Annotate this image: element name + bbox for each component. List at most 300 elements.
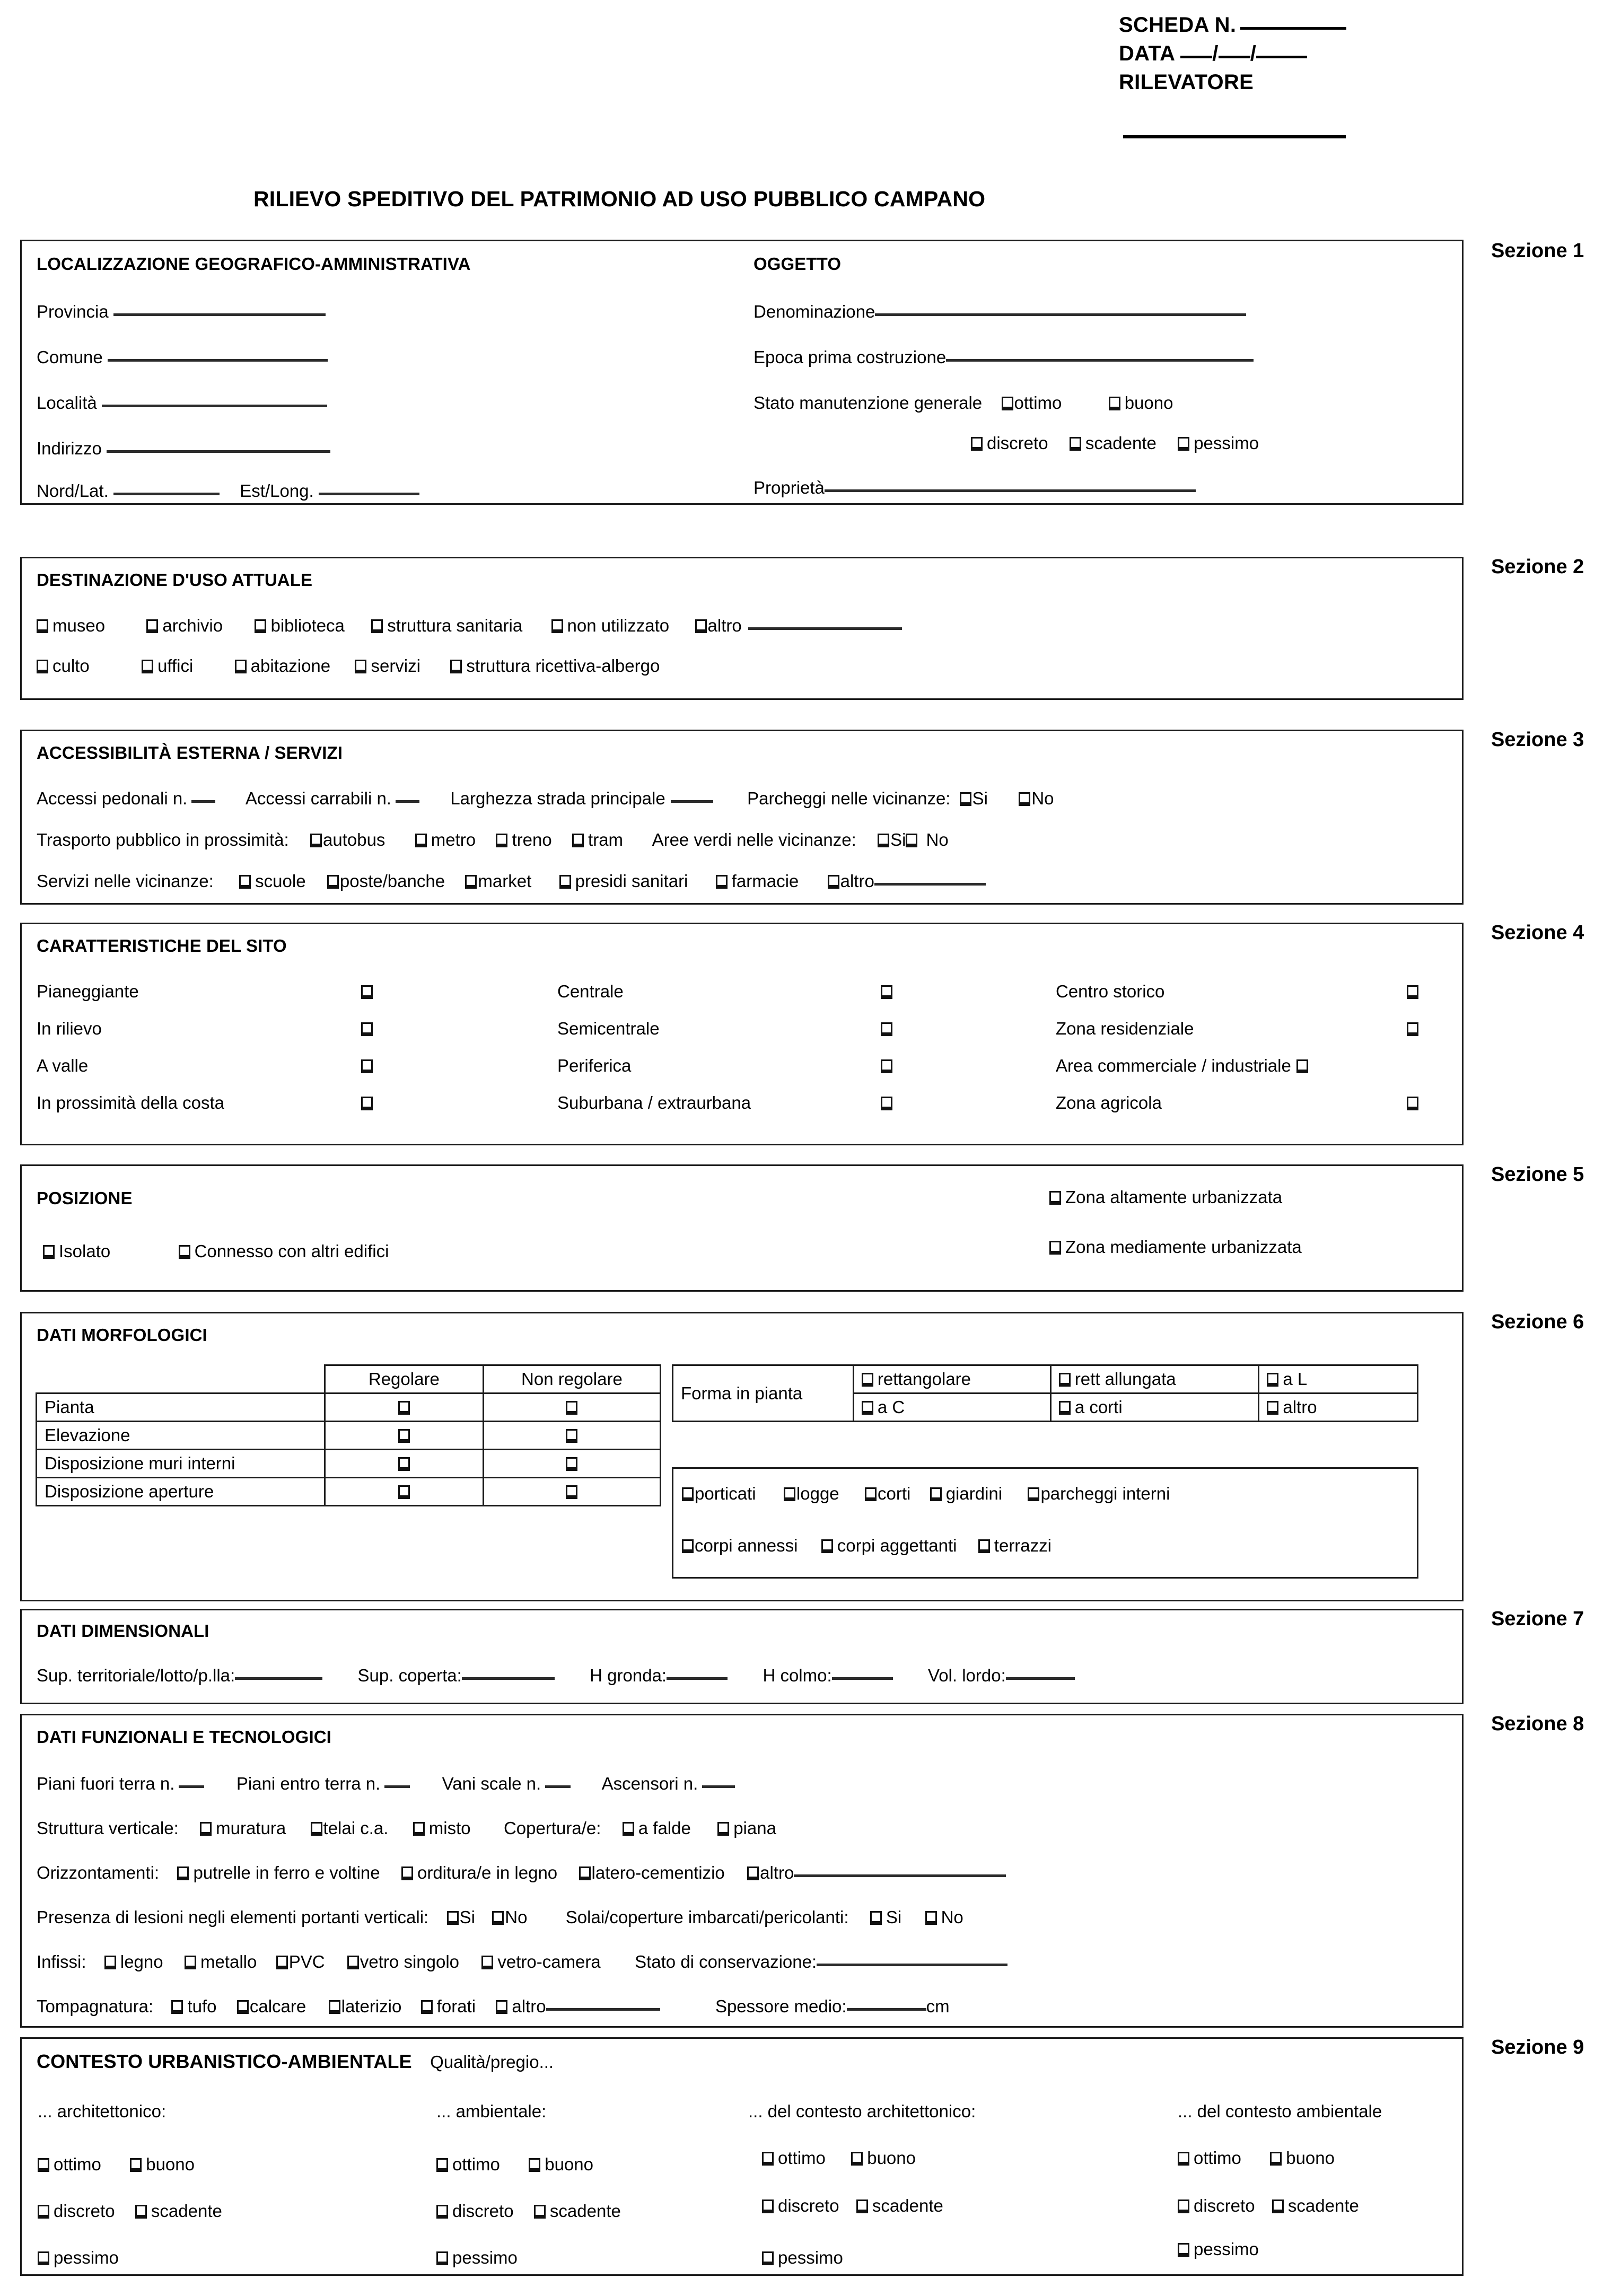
section-2-marker: Sezione 2 <box>1491 556 1584 578</box>
checkbox-pianeggiante[interactable] <box>361 985 373 999</box>
checkbox-tram[interactable] <box>572 834 584 847</box>
checkbox-abitazione[interactable] <box>235 660 247 673</box>
checkbox-suburbana[interactable] <box>881 1097 892 1110</box>
field-epoca-label: Epoca prima costruzione <box>753 347 947 367</box>
cb-col1-2 <box>361 1019 377 1039</box>
cell-pianta-regolare[interactable] <box>325 1394 483 1422</box>
input-larghezza-strada[interactable] <box>671 800 713 803</box>
checkbox-vetro-singolo[interactable] <box>347 1956 359 1969</box>
checkbox-porticati[interactable] <box>682 1487 694 1501</box>
field-comune-input[interactable] <box>108 359 328 362</box>
checkbox-a-falde[interactable] <box>623 1822 634 1836</box>
checkbox-a-corti[interactable] <box>1059 1401 1071 1415</box>
ratings-col4-row1 <box>1178 2148 1335 2168</box>
checkbox-struttura-sanitaria[interactable] <box>371 619 383 633</box>
col-header-architettonico <box>38 2101 166 2122</box>
row-label-pianta: Pianta <box>37 1394 325 1422</box>
checkbox-aperture-regolare[interactable] <box>398 1485 410 1499</box>
checkbox-lesioni-no[interactable] <box>492 1911 504 1925</box>
checkbox-altro-servizi[interactable] <box>828 875 839 889</box>
checkbox-biblioteca[interactable] <box>255 619 266 633</box>
label-semicentrale: Semicentrale <box>557 1019 660 1038</box>
checkbox-elevazione-regolare[interactable] <box>398 1429 410 1443</box>
checkbox-zona-altamente-urbanizzata[interactable] <box>1049 1191 1061 1205</box>
checkbox-infissi-legno[interactable] <box>104 1956 116 1969</box>
checkbox-parcheggi-no[interactable] <box>1019 792 1030 806</box>
checkbox-vetro-camera[interactable] <box>481 1956 493 1969</box>
row-zona-mediamente <box>1049 1237 1302 1257</box>
field-nord-lat-input[interactable] <box>113 493 220 495</box>
label-ctxamb-buono: buono <box>1286 2148 1335 2168</box>
cb-col1-4 <box>361 1093 377 1113</box>
field-proprieta-label: Proprietà <box>753 478 825 497</box>
checkbox-centrale[interactable] <box>881 985 892 999</box>
checkbox-elevazione-non-regolare[interactable] <box>566 1429 577 1443</box>
section-2-title: DESTINAZIONE D'USO ATTUALE <box>37 570 313 590</box>
checkbox-muri-regolare[interactable] <box>398 1457 410 1471</box>
cb-col1-3 <box>361 1056 377 1076</box>
checkbox-misto[interactable] <box>413 1822 425 1836</box>
label-a-l: a L <box>1283 1369 1308 1389</box>
row-prossimita-costa <box>37 1093 224 1113</box>
checkbox-laterizio[interactable] <box>329 2000 340 2014</box>
table-row <box>37 1394 661 1422</box>
section-8-counts <box>37 1774 735 1794</box>
cb-col3-1 <box>1407 982 1423 1002</box>
checkbox-latero-cementizio[interactable] <box>579 1866 591 1880</box>
header-non-regolare: Non regolare <box>483 1365 660 1394</box>
checkbox-telai-ca[interactable] <box>311 1822 322 1836</box>
checkbox-ctxarch-buono[interactable] <box>851 2152 863 2166</box>
ratings-col2-row3 <box>436 2248 518 2268</box>
checkbox-piana[interactable] <box>717 1822 729 1836</box>
checkbox-a-l[interactable] <box>1267 1373 1278 1387</box>
section-1-left-title: LOCALIZZAZIONE GEOGRAFICO-AMMINISTRATIVA <box>37 254 471 274</box>
label-infissi-metallo: metallo <box>200 1952 257 1971</box>
checkbox-stato-pessimo[interactable] <box>1178 437 1189 451</box>
field-provincia-input[interactable] <box>113 313 326 316</box>
row-zona-agricola <box>1056 1093 1162 1113</box>
checkbox-rettangolare[interactable] <box>862 1373 873 1387</box>
row-zona-residenziale <box>1056 1019 1194 1039</box>
ratings-col3-row3 <box>762 2248 843 2268</box>
label-col-architettonico: ... architettonico: <box>38 2101 167 2121</box>
checkbox-solai-si[interactable] <box>870 1911 882 1925</box>
row-isolato <box>43 1241 389 1261</box>
checkbox-poste-banche[interactable] <box>327 875 339 889</box>
section-5-title: POSIZIONE <box>37 1188 133 1208</box>
scheda-label: SCHEDA N. <box>1119 13 1237 37</box>
label-laterizio: laterizio <box>341 1996 402 2016</box>
checkbox-arch-ottimo[interactable] <box>38 2158 49 2172</box>
label-porticati: porticati <box>695 1484 756 1503</box>
section-3-row-1 <box>37 788 1054 809</box>
label-scuole: scuole <box>255 871 306 891</box>
label-piani-fuori-terra: Piani fuori terra n. <box>37 1774 175 1793</box>
section-5-marker: Sezione 5 <box>1491 1163 1584 1186</box>
label-stato-conservazione: Stato di conservazione: <box>635 1952 817 1971</box>
checkbox-zona-mediamente-urbanizzata[interactable] <box>1049 1241 1061 1255</box>
rilevatore-row <box>1119 68 1416 97</box>
checkbox-aree-verdi-si[interactable] <box>878 834 889 847</box>
input-h-colmo[interactable] <box>832 1677 893 1680</box>
label-zona-mediamente-urbanizzata: Zona mediamente urbanizzata <box>1065 1237 1302 1257</box>
label-arch-buono: buono <box>146 2154 195 2174</box>
label-ascensori: Ascensori n. <box>601 1774 698 1793</box>
cell-muri-regolare[interactable] <box>325 1450 483 1478</box>
col-header-contesto-ambientale <box>1178 2101 1382 2122</box>
cell-a-corti[interactable] <box>1050 1394 1259 1422</box>
checkbox-muri-non-regolare[interactable] <box>566 1457 577 1471</box>
checkbox-terrazzi[interactable] <box>978 1539 990 1553</box>
label-forma-in-pianta: Forma in pianta <box>673 1365 854 1422</box>
checkbox-arch-scadente[interactable] <box>135 2205 147 2219</box>
label-a-valle: A valle <box>37 1056 89 1075</box>
data-year-blank[interactable] <box>1256 56 1307 58</box>
checkbox-amb-scadente[interactable] <box>534 2205 546 2219</box>
cell-a-c[interactable] <box>853 1394 1050 1422</box>
checkbox-parcheggi-si[interactable] <box>960 792 971 806</box>
checkbox-logge[interactable] <box>784 1487 795 1501</box>
section-9-marker: Sezione 9 <box>1491 2036 1584 2058</box>
label-sup-territoriale: Sup. territoriale/lotto/p.lla: <box>37 1666 235 1685</box>
checkbox-uffici[interactable] <box>142 660 153 673</box>
label-orizzontamenti: Orizzontamenti: <box>37 1863 160 1882</box>
checkbox-archivio[interactable] <box>146 619 158 633</box>
label-vetro-camera: vetro-camera <box>497 1952 601 1971</box>
label-area-commerciale: Area commerciale / industriale <box>1056 1056 1291 1075</box>
label-autobus: autobus <box>323 830 385 849</box>
label-lesioni: Presenza di lesioni negli elementi portanti verticali: <box>37 1907 429 1927</box>
checkbox-corpi-annessi[interactable] <box>682 1539 694 1553</box>
label-struttura-sanitaria: struttura sanitaria <box>387 616 523 635</box>
checkbox-amb-ottimo[interactable] <box>436 2158 448 2172</box>
section-4 <box>20 923 1464 1145</box>
checkbox-museo[interactable] <box>37 619 48 633</box>
row-area-commerciale <box>1056 1056 1312 1076</box>
label-parcheggi-si: Si <box>972 788 988 808</box>
checkbox-solai-no[interactable] <box>925 1911 937 1925</box>
label-periferica: Periferica <box>557 1056 632 1075</box>
cell-rett-allungata[interactable] <box>1050 1365 1259 1394</box>
label-terrazzi: terrazzi <box>994 1536 1052 1555</box>
checkbox-pianta-regolare[interactable] <box>398 1401 410 1415</box>
input-accessi-carrabili[interactable] <box>396 800 419 803</box>
checkbox-infissi-pvc[interactable] <box>276 1956 288 1969</box>
section-3-row-2 <box>37 830 949 850</box>
section-8-marker: Sezione 8 <box>1491 1713 1584 1735</box>
table-row <box>37 1478 661 1506</box>
checkbox-culto[interactable] <box>37 660 48 673</box>
checkbox-calcare[interactable] <box>237 2000 249 2014</box>
field-epoca-input[interactable] <box>946 359 1254 362</box>
checkbox-centro-storico[interactable] <box>1407 985 1418 999</box>
label-logge: logge <box>796 1484 839 1503</box>
section-2 <box>20 557 1464 700</box>
input-ascensori[interactable] <box>702 1785 735 1788</box>
checkbox-periferica[interactable] <box>881 1059 892 1073</box>
checkbox-altro-uso[interactable] <box>695 619 707 633</box>
input-h-gronda[interactable] <box>667 1677 728 1680</box>
checkbox-market[interactable] <box>465 875 477 889</box>
checkbox-a-valle[interactable] <box>361 1059 373 1073</box>
input-vani-scale[interactable] <box>545 1785 571 1788</box>
cell-forma-altro[interactable] <box>1259 1394 1418 1422</box>
checkbox-tompagnatura-altro[interactable] <box>496 2000 507 2014</box>
checkbox-amb-buono[interactable] <box>529 2158 540 2172</box>
cell-aperture-regolare[interactable] <box>325 1478 483 1506</box>
cb-col1-1 <box>361 982 377 1002</box>
label-corti: corti <box>878 1484 911 1503</box>
checkbox-corti[interactable] <box>865 1487 877 1501</box>
label-ctxarch-discreto: discreto <box>778 2196 839 2215</box>
checkbox-amb-discreto[interactable] <box>436 2205 448 2219</box>
checkbox-arch-buono[interactable] <box>130 2158 142 2172</box>
cell-pianta-non-regolare[interactable] <box>483 1394 660 1422</box>
checkbox-presidi-sanitari[interactable] <box>559 875 571 889</box>
label-trasporto: Trasporto pubblico in prossimità: <box>37 830 289 849</box>
row-label-elevazione: Elevazione <box>37 1422 325 1450</box>
checkbox-isolato[interactable] <box>43 1245 55 1259</box>
label-servizi-vicinanze: Servizi nelle vicinanze: <box>37 871 214 891</box>
label-misto: misto <box>428 1818 471 1838</box>
field-est-long-label: Est/Long. <box>240 481 314 501</box>
section-9-subtitle: Qualità/pregio... <box>430 2052 554 2072</box>
cell-elevazione-regolare[interactable] <box>325 1422 483 1450</box>
checkbox-arch-pessimo[interactable] <box>38 2251 49 2265</box>
checkbox-pianta-non-regolare[interactable] <box>566 1401 577 1415</box>
checkbox-stato-ottimo[interactable] <box>1002 397 1013 410</box>
label-stato-pessimo: pessimo <box>1194 433 1259 453</box>
ratings-col4-row2 <box>1178 2196 1359 2216</box>
checkbox-ctxamb-pessimo[interactable] <box>1178 2243 1189 2257</box>
label-spessore-medio: Spessore medio: <box>715 1996 847 2016</box>
checkbox-corpi-aggettanti[interactable] <box>821 1539 833 1553</box>
label-calcare: calcare <box>249 1996 306 2016</box>
label-vetro-singolo: vetro singolo <box>360 1952 460 1971</box>
label-col-contesto-architettonico: ... del contesto architettonico: <box>748 2101 976 2121</box>
field-provincia <box>37 302 326 322</box>
label-h-colmo: H colmo: <box>763 1666 832 1685</box>
input-spessore-medio[interactable] <box>847 2008 926 2011</box>
input-piani-entro-terra[interactable] <box>384 1785 410 1788</box>
label-solai-no: No <box>941 1907 963 1927</box>
checkbox-ctxarch-discreto[interactable] <box>762 2199 774 2213</box>
row-pianeggiante <box>37 982 139 1002</box>
checkbox-stato-buono[interactable] <box>1109 397 1120 410</box>
field-est-long-input[interactable] <box>319 493 419 495</box>
section-8-title: DATI FUNZIONALI E TECNOLOGICI <box>37 1727 331 1747</box>
checkbox-ctxarch-scadente[interactable] <box>856 2199 868 2213</box>
field-provincia-label: Provincia <box>37 302 109 321</box>
scheda-number-blank[interactable] <box>1240 27 1346 30</box>
checkbox-giardini[interactable] <box>930 1487 942 1501</box>
field-denominazione-input[interactable] <box>875 313 1246 316</box>
label-forma-altro: altro <box>1283 1397 1317 1417</box>
section-8-tompagnatura <box>37 1996 950 2017</box>
checkbox-parcheggi-interni[interactable] <box>1028 1487 1039 1501</box>
ratings-col1-row1 <box>38 2154 195 2175</box>
input-orizzontamenti-altro[interactable] <box>794 1874 1006 1877</box>
checkbox-lesioni-si[interactable] <box>447 1911 459 1925</box>
section-8-infissi <box>37 1952 1007 1972</box>
label-stato-buono: buono <box>1124 393 1173 413</box>
input-vol-lordo[interactable] <box>1006 1677 1075 1680</box>
input-altro-uso[interactable] <box>748 627 902 630</box>
checkbox-servizi[interactable] <box>355 660 366 673</box>
checkbox-ctxamb-buono[interactable] <box>1270 2152 1282 2166</box>
table-header-row <box>37 1365 661 1394</box>
checkbox-ctxamb-discreto[interactable] <box>1178 2199 1189 2213</box>
checkbox-metro[interactable] <box>415 834 427 847</box>
label-uffici: uffici <box>157 656 194 676</box>
row-zona-altamente <box>1049 1187 1282 1207</box>
label-solai: Solai/coperture imbarcati/pericolanti: <box>565 1907 849 1927</box>
section-1 <box>20 240 1464 505</box>
label-corpi-aggettanti: corpi aggettanti <box>837 1536 957 1555</box>
row-suburbana <box>557 1093 751 1113</box>
label-vani-scale: Vani scale n. <box>442 1774 541 1793</box>
rilevatore-signature-blank[interactable] <box>1123 135 1346 138</box>
checkbox-arch-discreto[interactable] <box>38 2205 49 2219</box>
checkbox-putrelle[interactable] <box>177 1866 189 1880</box>
checkbox-scuole[interactable] <box>239 875 251 889</box>
label-giardini: giardini <box>945 1484 1003 1503</box>
checkbox-forma-altro[interactable] <box>1267 1401 1278 1415</box>
input-sup-territoriale[interactable] <box>235 1677 322 1680</box>
label-tufo: tufo <box>187 1996 217 2016</box>
label-servizi: servizi <box>371 656 420 676</box>
label-spessore-unit: cm <box>926 1996 950 2016</box>
input-sup-coperta[interactable] <box>462 1677 555 1680</box>
checkbox-ctxarch-ottimo[interactable] <box>762 2152 774 2166</box>
input-stato-conservazione[interactable] <box>817 1964 1007 1966</box>
checkbox-zona-residenziale[interactable] <box>1407 1022 1418 1036</box>
label-suburbana: Suburbana / extraurbana <box>557 1093 751 1112</box>
checkbox-autobus[interactable] <box>310 834 322 847</box>
label-stato-scadente: scadente <box>1085 433 1156 453</box>
checkbox-connesso[interactable] <box>179 1245 190 1259</box>
cell-aperture-non-regolare[interactable] <box>483 1478 660 1506</box>
label-rettangolare: rettangolare <box>877 1369 971 1389</box>
label-centro-storico: Centro storico <box>1056 982 1165 1001</box>
checkbox-prossimita-costa[interactable] <box>361 1097 373 1110</box>
field-localita <box>37 393 327 413</box>
checkbox-ctxamb-ottimo[interactable] <box>1178 2152 1189 2166</box>
checkbox-ctxamb-scadente[interactable] <box>1272 2199 1284 2213</box>
checkbox-orizzontamenti-altro[interactable] <box>747 1866 759 1880</box>
checkbox-rett-allungata[interactable] <box>1059 1373 1071 1387</box>
checkbox-zona-agricola[interactable] <box>1407 1097 1418 1110</box>
data-month-blank[interactable] <box>1219 56 1250 58</box>
label-ctxamb-ottimo: ottimo <box>1194 2148 1241 2168</box>
input-tompagnatura-altro[interactable] <box>546 2008 660 2011</box>
checkbox-infissi-metallo[interactable] <box>185 1956 196 1969</box>
label-amb-buono: buono <box>545 2154 593 2174</box>
data-day-blank[interactable] <box>1180 56 1212 58</box>
checkbox-non-utilizzato[interactable] <box>551 619 563 633</box>
field-localita-input[interactable] <box>102 405 327 407</box>
label-altro-servizi: altro <box>840 871 874 891</box>
checkbox-struttura-ricettiva[interactable] <box>450 660 462 673</box>
label-struttura-ricettiva: struttura ricettiva-albergo <box>466 656 660 676</box>
checkbox-orditura-legno[interactable] <box>401 1866 413 1880</box>
input-altro-servizi[interactable] <box>874 883 986 886</box>
label-ctxamb-scadente: scadente <box>1287 2196 1359 2215</box>
label-accessi-carrabili: Accessi carrabili n. <box>245 788 391 808</box>
section-3 <box>20 730 1464 905</box>
checkbox-farmacie[interactable] <box>716 875 728 889</box>
section-4-title: CARATTERISTICHE DEL SITO <box>37 936 287 956</box>
checkbox-forati[interactable] <box>421 2000 433 2014</box>
label-stato-discreto: discreto <box>987 433 1048 453</box>
label-orditura-legno: orditura/e in legno <box>417 1863 558 1882</box>
label-amb-pessimo: pessimo <box>452 2248 518 2267</box>
label-col-ambientale: ... ambientale: <box>436 2101 547 2121</box>
field-stato-manutenzione-label: Stato manutenzione generale <box>753 393 983 413</box>
checkbox-amb-pessimo[interactable] <box>436 2251 448 2265</box>
label-lesioni-no: No <box>505 1907 528 1927</box>
checkbox-treno[interactable] <box>496 834 507 847</box>
label-treno: treno <box>512 830 552 849</box>
morphology-table <box>36 1364 661 1506</box>
cell-a-l[interactable] <box>1259 1365 1418 1394</box>
rilevatore-label: RILEVATORE <box>1119 71 1254 94</box>
label-museo: museo <box>52 616 106 635</box>
checkbox-semicentrale[interactable] <box>881 1022 892 1036</box>
checkbox-tufo[interactable] <box>171 2000 183 2014</box>
label-ctxarch-buono: buono <box>867 2148 916 2168</box>
scheda-number-row <box>1119 11 1416 39</box>
label-amb-scadente: scadente <box>549 2201 621 2221</box>
checkbox-muratura[interactable] <box>200 1822 212 1836</box>
section-4-marker: Sezione 4 <box>1491 922 1584 944</box>
field-indirizzo-input[interactable] <box>107 450 330 453</box>
checkbox-stato-discreto[interactable] <box>971 437 983 451</box>
label-infissi: Infissi: <box>37 1952 86 1971</box>
field-localita-label: Località <box>37 393 97 413</box>
input-accessi-pedonali[interactable] <box>191 800 215 803</box>
label-a-corti: a corti <box>1074 1397 1123 1417</box>
checkbox-stato-scadente[interactable] <box>1070 437 1081 451</box>
checkbox-a-c[interactable] <box>862 1401 873 1415</box>
checkbox-aperture-non-regolare[interactable] <box>566 1485 577 1499</box>
checkbox-in-rilievo[interactable] <box>361 1022 373 1036</box>
forma-in-pianta-table <box>672 1364 1418 1422</box>
checkbox-aree-verdi-no[interactable] <box>906 834 917 847</box>
field-proprieta-input[interactable] <box>825 489 1196 492</box>
cell-elevazione-non-regolare[interactable] <box>483 1422 660 1450</box>
label-ctxarch-scadente: scadente <box>872 2196 943 2215</box>
label-piana: piana <box>733 1818 776 1838</box>
label-telai-ca: telai c.a. <box>323 1818 389 1838</box>
section-1-marker: Sezione 1 <box>1491 240 1584 262</box>
checkbox-area-commerciale[interactable] <box>1296 1059 1308 1073</box>
checkbox-ctxarch-pessimo[interactable] <box>762 2251 774 2265</box>
label-non-utilizzato: non utilizzato <box>567 616 670 635</box>
section-3-marker: Sezione 3 <box>1491 729 1584 751</box>
field-comune <box>37 347 328 367</box>
field-stato-manutenzione <box>753 393 1173 413</box>
input-piani-fuori-terra[interactable] <box>179 1785 204 1788</box>
row-a-valle <box>37 1056 88 1076</box>
label-presidi-sanitari: presidi sanitari <box>575 871 688 891</box>
cell-muri-non-regolare[interactable] <box>483 1450 660 1478</box>
ratings-col4-row3 <box>1178 2239 1259 2259</box>
field-nord-lat-label: Nord/Lat. <box>37 481 109 501</box>
data-label: DATA <box>1119 42 1175 65</box>
cell-rettangolare[interactable] <box>853 1365 1050 1394</box>
